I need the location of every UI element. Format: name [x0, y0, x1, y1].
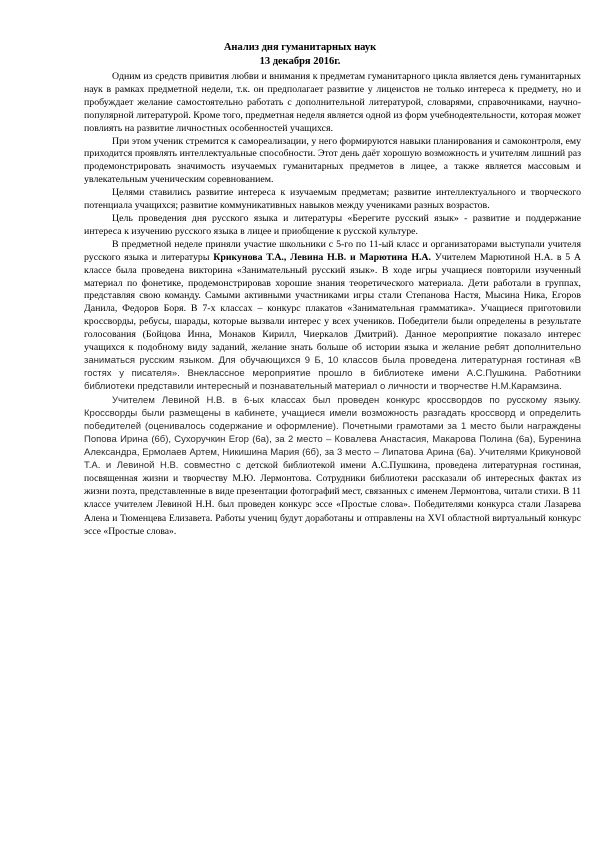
- document-header: [150, 41, 450, 69]
- paragraph-1: Одним из средств привития любви и внимания к предметам гуманитарного цикла является день гуманитарных наук в рамках предметной недели, т.к. он предполагает развитие у лицеистов не только интереса к предмету, но и пробуждает желание самостоятельно работать с дополнительной литературой, словарями, справочниками, научно-популярной литературой. Кроме того, предметная неделя является одной из форм учебнодеятельности, которая может повлиять на развитие личностных особенностей учащихся.: [84, 71, 581, 134]
- paragraph-6-part-b: детской библиотекой имени А.С.Пушкина, проведена литературная гостиная, посвященная жизни и творчеству М.Ю. Лермонтова. Сотрудники библиотеки рассказали об интересных фактах из жизни поэта, представленные в виде презентации фотографий мест, связанных с именем Лермонтова, читали стихи. В 11 классе учителем Левиной Н.Н. был проведен конкурс эссе «Простые слова». Победителями конкурса стали Лазарева Алена и Тюменцева Елизавета. Работы учениц будут доработаны и отправлены на XVI областной виртуальный конкурс эссе «Простые слова».: [84, 460, 582, 537]
- paragraph-4: Цель проведения дня русского языка и литературы «Берегите русский язык» - развитие и поддержание интереса к изучению русского языка в лицее и приобщение к русской культуре.: [84, 212, 581, 237]
- paragraph-5-part-a: В предметной неделе приняли участие школьники с 5-го по 11-ый класс и организаторами выступали учителя русского языка и литературы: [84, 238, 581, 263]
- paragraph-2: При этом ученик стремится к самореализации, у него формируются навыки планирования и самоконтроля, ему приходится проявлять интеллектуальные способности. Этот день даёт хорошую возможность и учителям лишний раз продемонстрировать значимость изучаемых гуманитарных предметов в лицее, а также является массовым и увлекательным ученическим соревнованием.: [84, 135, 581, 186]
- paragraph-3: Целями ставились развитие интереса к изучаемым предметам; развитие интеллектуального и творческого потенциала учащихся; развитие коммуникативных навыков между учениками разных возрастов.: [84, 187, 581, 212]
- paragraph-5-part-c: Учителем Марютиной Н.А. в 5 А классе была проведена викторина «Занимательный русский язык». В ходе игры учащиеся повторили изученный материал по фонетике, продемонстрировав хорошие знания теоретического материала. Дети работали в группах, представляя свою команду. Самыми активными участниками игры стали Степанова Настя, Мысина Ника, Егоров Данила, Федоров Боря. В 7-х классах – конкурс плакатов «Занимательная грамматика». Учащиеся приготовили кроссворды, ребусы, шарады, которые вызвали интерес у всех учеников. Победители были определены в результате голосования (Бойцова Инна, Монаков Кирилл, Чиеркалов Дмитрий). Данное мероприятие показало интерес учащихся к подобному виду заданий, желание знать больше об истории языка: [84, 251, 581, 354]
- document-date: 13 декабря 2016г.: [259, 56, 341, 67]
- document-title: Анализ дня гуманитарных наук: [223, 42, 377, 53]
- teachers-names: Крикунова Т.А., Левина Н.В. и Марютина Н.А.: [213, 251, 432, 263]
- document-body: [84, 71, 581, 538]
- paragraph-6: [84, 394, 581, 538]
- paragraph-5-part-d: и желание ребят дополнительно заниматься русским языком. Для обучающихся 9 Б, 10 классов была проведена литературная гостиная «В гостях у писателя». Внеклассное мероприятие прошло в библиотеке имени А.С.Пушкина. Работники библиотеки представили интересный и познавательный материал о личности и творчестве Н.М.Карамзина.: [84, 342, 581, 392]
- paragraph-6-part-a: Учителем Левиной Н.В. в 6-ых классах был проведен конкурс кроссвордов по русскому языку. Кроссворды были размещены в кабинете, учащиеся имели возможность разгадать кроссворд и определить победителей (оценивалось содержание и оформление). Почетными грамотами за 1 место были награждены Попова Ирина (6б), Сухоручкин Егор (6а), за 2 место – Ковалева Анастасия, Макарова Полина (6а), Буренина Александра, Ермолаев Артем, Никишина Мария (6б), за 3 место – Липатова Арина (6а). Учителями Крикуновой Т.А. и Левиной Н.В. совместно с: [84, 394, 581, 472]
- paragraph-5: [84, 239, 581, 394]
